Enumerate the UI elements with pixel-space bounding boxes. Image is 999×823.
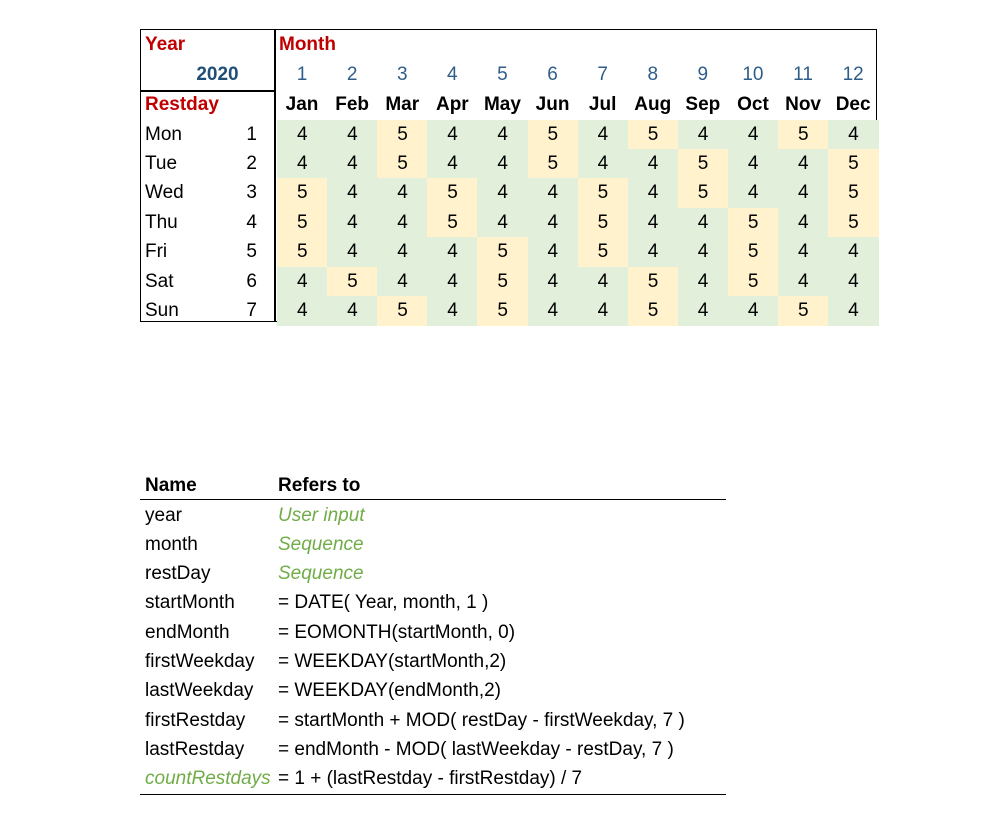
refers-to-cell[interactable]: = WEEKDAY(startMonth,2) — [278, 651, 507, 672]
restday-count-cell[interactable]: 4 — [327, 149, 378, 179]
name-row — [140, 501, 726, 530]
month-name-5: May — [483, 94, 521, 115]
name-row — [140, 559, 726, 588]
restday-count-cell[interactable]: 5 — [828, 149, 879, 179]
refers-to-cell[interactable]: Sequence — [278, 533, 364, 555]
restday-count-cell[interactable]: 4 — [277, 267, 328, 297]
name-cell[interactable]: firstRestday — [145, 709, 246, 731]
restday-count-grid — [140, 29, 877, 322]
restday-count-cell[interactable]: 4 — [628, 178, 679, 208]
year-value[interactable]: 2020 — [196, 64, 239, 85]
name-cell[interactable]: firstWeekday — [145, 651, 255, 672]
restday-count-cell[interactable]: 5 — [778, 296, 829, 326]
restday-count-cell[interactable]: 4 — [628, 237, 679, 267]
month-name-2: Feb — [335, 94, 370, 115]
name-cell[interactable]: countRestdays — [145, 768, 271, 790]
restday-count-cell[interactable]: 4 — [528, 296, 579, 326]
name-cell[interactable]: restDay — [145, 563, 211, 585]
restday-count-cell[interactable]: 4 — [528, 237, 579, 267]
refers-to-cell[interactable]: = endMonth - MOD( lastWeekday - restDay, 7 ) — [278, 738, 674, 760]
restday-count-cell[interactable]: 4 — [728, 149, 779, 179]
restday-count-cell[interactable]: 5 — [828, 208, 879, 238]
name-cell[interactable]: lastWeekday — [145, 680, 254, 702]
restday-count-cell[interactable]: 4 — [778, 237, 829, 267]
restday-count-cell[interactable]: 4 — [678, 120, 729, 150]
restday-count-cell[interactable]: 4 — [678, 267, 729, 297]
weekday-label: Fri — [145, 241, 168, 263]
weekday-label: Thu — [145, 211, 178, 233]
month-number-7: 7 — [597, 64, 608, 85]
restday-count-cell[interactable]: 4 — [427, 267, 478, 297]
restday-count-cell[interactable]: 5 — [678, 149, 729, 179]
restday-count-cell[interactable]: 5 — [277, 178, 328, 208]
month-number-6: 6 — [547, 64, 558, 85]
restday-count-cell[interactable]: 4 — [628, 208, 679, 238]
restday-count-cell[interactable]: 5 — [628, 267, 679, 297]
year-label: Year — [145, 34, 186, 55]
name-cell[interactable]: month — [145, 533, 198, 555]
month-number-12: 12 — [842, 64, 864, 85]
restday-count-cell[interactable]: 5 — [427, 208, 478, 238]
name-row — [140, 618, 726, 647]
name-row — [140, 676, 726, 705]
month-name-8: Aug — [634, 94, 672, 115]
restday-count-cell[interactable]: 4 — [327, 296, 378, 326]
month-label: Month — [279, 34, 336, 55]
name-row — [140, 647, 726, 676]
restday-count-cell[interactable]: 5 — [728, 267, 779, 297]
restday-count-cell[interactable]: 4 — [528, 208, 579, 238]
restday-count-cell[interactable]: 4 — [477, 120, 528, 150]
month-name-12: Dec — [835, 94, 871, 115]
month-number-1: 1 — [296, 64, 308, 85]
header-refers-to: Refers to — [278, 475, 361, 496]
restday-count-cell[interactable]: 4 — [528, 267, 579, 297]
restday-count-cell[interactable]: 4 — [728, 120, 779, 150]
restday-count-cell[interactable]: 4 — [427, 149, 478, 179]
restday-count-cell[interactable]: 5 — [828, 178, 879, 208]
name-row — [140, 706, 726, 735]
month-number-11: 11 — [793, 64, 813, 85]
restday-count-cell[interactable]: 5 — [778, 120, 829, 150]
restday-count-cell[interactable]: 5 — [327, 267, 378, 297]
restday-count-cell[interactable]: 4 — [678, 237, 729, 267]
restday-count-cell[interactable]: 5 — [377, 120, 428, 150]
name-cell[interactable]: startMonth — [145, 592, 235, 614]
restday-count-cell[interactable]: 4 — [477, 149, 528, 179]
refers-to-cell[interactable]: = WEEKDAY(endMonth,2) — [278, 680, 501, 702]
restday-label: Restday — [145, 94, 219, 115]
month-name-7: Jul — [588, 94, 617, 115]
restday-count-cell[interactable]: 5 — [628, 120, 679, 150]
restday-count-cell[interactable]: 4 — [277, 149, 328, 179]
restday-count-cell[interactable]: 4 — [828, 267, 879, 297]
bottom-rule — [140, 794, 726, 795]
name-cell[interactable]: year — [145, 504, 182, 526]
restday-count-cell[interactable]: 5 — [277, 208, 328, 238]
restday-count-cell[interactable]: 5 — [377, 296, 428, 326]
restday-count-cell[interactable]: 5 — [427, 178, 478, 208]
names-header-row — [140, 471, 726, 500]
restday-count-cell[interactable]: 5 — [578, 208, 629, 238]
restday-count-cell[interactable]: 4 — [377, 237, 428, 267]
restday-count-cell[interactable]: 4 — [628, 149, 679, 179]
weekday-label: Sun — [145, 299, 179, 321]
weekday-number: 6 — [246, 270, 257, 292]
name-row — [140, 735, 726, 764]
restday-count-cell[interactable]: 4 — [778, 178, 829, 208]
weekday-number: 4 — [246, 211, 257, 233]
restday-count-cell[interactable]: 4 — [828, 120, 879, 150]
restday-count-cell[interactable]: 4 — [427, 120, 478, 150]
restday-count-cell[interactable]: 4 — [377, 267, 428, 297]
name-cell[interactable]: endMonth — [145, 621, 230, 643]
restday-count-cell[interactable]: 4 — [277, 296, 328, 326]
restday-count-cell[interactable]: 5 — [528, 149, 579, 179]
restday-count-cell[interactable]: 4 — [528, 178, 579, 208]
restday-count-cell[interactable]: 4 — [578, 267, 629, 297]
restday-count-cell[interactable]: 4 — [427, 237, 478, 267]
month-name-4: Apr — [435, 94, 469, 115]
restday-count-cell[interactable]: 4 — [377, 178, 428, 208]
weekday-label: Wed — [145, 182, 184, 204]
refers-to-cell[interactable]: = startMonth + MOD( restDay - firstWeekday, 7 ) — [278, 709, 685, 731]
restday-count-cell[interactable]: 4 — [327, 178, 378, 208]
restday-count-cell[interactable]: 5 — [678, 178, 729, 208]
month-number-9: 9 — [697, 64, 709, 85]
refers-to-cell[interactable]: Sequence — [278, 563, 364, 585]
restday-count-cell[interactable]: 4 — [427, 296, 478, 326]
restday-count-cell[interactable]: 4 — [728, 296, 779, 326]
month-name-6: Jun — [535, 94, 570, 115]
restday-count-cell[interactable]: 4 — [828, 296, 879, 326]
restday-count-cell[interactable]: 5 — [477, 237, 528, 267]
month-name-1: Jan — [285, 94, 319, 115]
month-number-4: 4 — [447, 64, 458, 85]
restday-count-cell[interactable]: 4 — [377, 208, 428, 238]
month-name-11: Nov — [785, 94, 821, 115]
restday-count-cell[interactable]: 4 — [778, 208, 829, 238]
restday-count-cell[interactable]: 4 — [828, 237, 879, 267]
name-cell[interactable]: lastRestday — [145, 738, 245, 760]
restday-count-cell[interactable]: 4 — [678, 296, 729, 326]
refers-to-cell[interactable]: = DATE( Year, month, 1 ) — [278, 592, 489, 614]
refers-to-cell[interactable]: = EOMONTH(startMonth, 0) — [278, 621, 516, 643]
restday-count-cell[interactable]: 5 — [578, 237, 629, 267]
refers-to-cell[interactable]: User input — [278, 504, 365, 526]
restday-count-cell[interactable]: 4 — [778, 149, 829, 179]
weekday-label: Tue — [145, 152, 178, 174]
restday-count-cell[interactable]: 5 — [477, 267, 528, 297]
restday-count-cell[interactable]: 5 — [528, 120, 579, 150]
month-number-5: 5 — [497, 64, 508, 85]
restday-count-cell[interactable]: 5 — [728, 208, 779, 238]
restday-count-cell[interactable]: 4 — [578, 120, 629, 150]
weekday-label: Mon — [145, 123, 182, 145]
restday-count-cell[interactable]: 5 — [628, 296, 679, 326]
weekday-number: 5 — [246, 241, 257, 263]
restday-count-cell[interactable]: 4 — [477, 208, 528, 238]
month-name-10: Oct — [737, 94, 769, 115]
weekday-number: 1 — [246, 123, 257, 145]
name-row — [140, 530, 726, 559]
restday-count-cell[interactable]: 5 — [578, 178, 629, 208]
restday-count-cell[interactable]: 4 — [327, 237, 378, 267]
restday-count-cell[interactable]: 5 — [277, 237, 328, 267]
month-name-3: Mar — [385, 94, 420, 115]
month-number-10: 10 — [742, 64, 764, 85]
restday-count-cell[interactable]: 5 — [728, 237, 779, 267]
month-name-9: Sep — [685, 94, 721, 115]
month-number-3: 3 — [396, 64, 408, 85]
restday-count-cell[interactable]: 4 — [578, 296, 629, 326]
header-name: Name — [145, 475, 197, 496]
restday-count-cell[interactable]: 5 — [377, 149, 428, 179]
month-number-8: 8 — [647, 64, 659, 85]
month-number-2: 2 — [346, 64, 358, 85]
restday-count-cell[interactable]: 4 — [778, 267, 829, 297]
restday-count-cell[interactable]: 4 — [678, 208, 729, 238]
weekday-label: Sat — [145, 270, 174, 292]
grid-divider-vertical — [274, 30, 276, 321]
restday-count-cell[interactable]: 4 — [728, 178, 779, 208]
restday-count-cell[interactable]: 4 — [277, 120, 328, 150]
restday-count-cell[interactable]: 4 — [327, 208, 378, 238]
weekday-number: 7 — [246, 299, 257, 321]
weekday-number: 2 — [246, 152, 257, 174]
restday-count-cell[interactable]: 4 — [578, 149, 629, 179]
name-row — [140, 764, 726, 793]
restday-count-cell[interactable]: 4 — [327, 120, 378, 150]
weekday-number: 3 — [246, 182, 257, 204]
restday-count-cell[interactable]: 4 — [477, 178, 528, 208]
restday-count-cell[interactable]: 5 — [477, 296, 528, 326]
name-row — [140, 588, 726, 617]
refers-to-cell[interactable]: = 1 + (lastRestday - firstRestday) / 7 — [278, 768, 583, 790]
